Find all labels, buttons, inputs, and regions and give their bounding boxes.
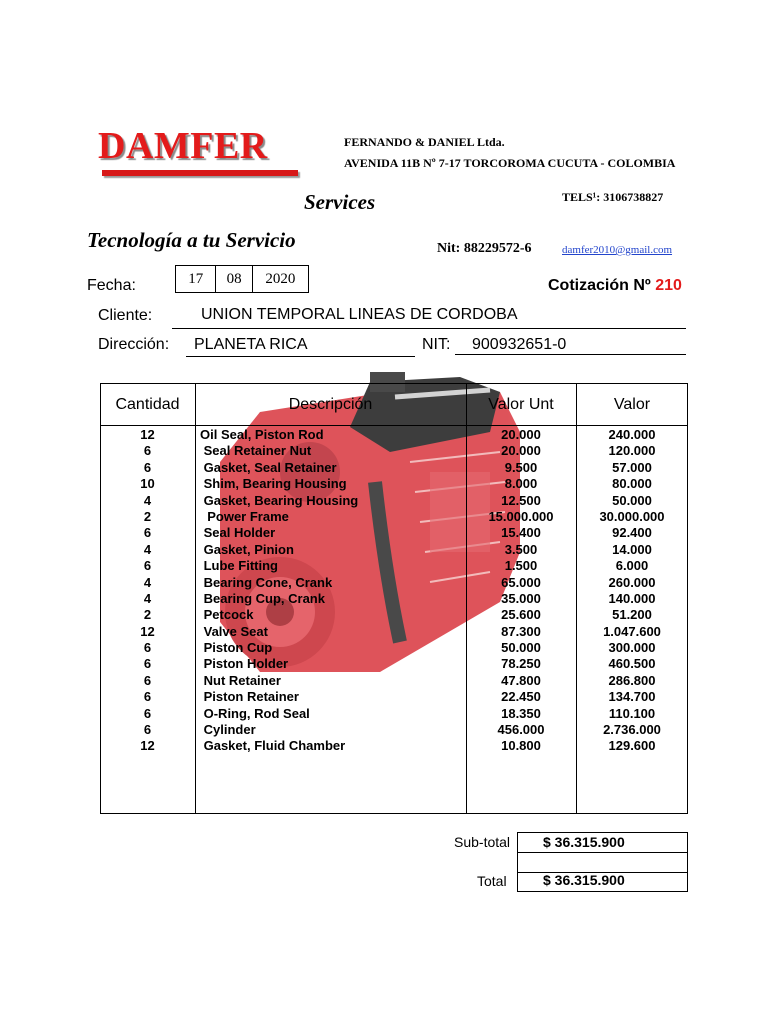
description-cell: Power Frame <box>200 508 289 524</box>
unit-price-cell: 78.250 <box>501 656 541 672</box>
column-header-quantity: Cantidad <box>115 396 180 413</box>
client-value: UNION TEMPORAL LINEAS DE CORDOBA <box>201 306 518 323</box>
value-cell: 140.000 <box>608 590 656 606</box>
unit-price-cell: 50.000 <box>501 640 541 656</box>
client-underline <box>172 328 686 329</box>
value-cell: 1.047.600 <box>603 623 661 639</box>
quantity-cell: 4 <box>143 574 152 590</box>
description-cell: O-Ring, Rod Seal <box>200 705 310 721</box>
quantity-cell: 4 <box>143 541 152 557</box>
table-row <box>100 722 688 738</box>
quantity-cell: 12 <box>140 427 155 442</box>
totals-divider <box>517 852 688 853</box>
description-cell: Gasket, Bearing Housing <box>200 492 359 508</box>
unit-price-cell: 3.500 <box>504 541 538 557</box>
company-address: AVENIDA 11B Nº 7-17 TORCOROMA CUCUTA - COLOMBIA <box>344 156 676 170</box>
date-label: Fecha: <box>87 277 136 294</box>
slogan: Tecnología a tu Servicio <box>87 228 296 252</box>
services-title: Services <box>304 190 376 214</box>
value-cell: 120.000 <box>608 443 656 459</box>
date-year: 2020 <box>265 270 296 287</box>
unit-price-cell: 47.800 <box>501 672 541 688</box>
value-cell: 6.000 <box>615 558 649 574</box>
column-header-unit-price: Valor Unt <box>488 396 554 413</box>
unit-price-cell: 12.500 <box>501 492 541 508</box>
value-cell: 14.000 <box>612 541 652 557</box>
header-divider <box>100 425 688 426</box>
quote-number <box>548 277 682 295</box>
table-row <box>100 738 688 754</box>
quantity-cell: 6 <box>143 640 152 656</box>
table-row <box>100 525 688 541</box>
unit-price-cell: 20.000 <box>501 443 541 459</box>
description-cell: Bearing Cone, Crank <box>200 574 333 590</box>
table-body <box>100 427 688 755</box>
unit-price-cell: 18.350 <box>501 705 541 721</box>
quantity-cell: 6 <box>143 443 152 459</box>
address-value: PLANETA RICA <box>194 336 308 353</box>
description-cell: Seal Holder <box>200 525 276 541</box>
unit-price-cell: 35.000 <box>501 590 541 606</box>
unit-price-cell: 15.000.000 <box>488 508 554 524</box>
table-row <box>100 591 688 607</box>
subtotal-value: $ 36.315.900 <box>543 834 625 850</box>
description-cell: Nut Retainer <box>200 672 281 688</box>
quantity-cell: 4 <box>143 590 152 606</box>
description-cell: Cylinder <box>200 722 256 738</box>
company-logo: DAMFER <box>98 125 268 167</box>
client-nit-value: 900932651-0 <box>472 336 567 353</box>
value-cell: 300.000 <box>608 640 656 656</box>
quantity-cell: 12 <box>140 738 155 754</box>
table-row <box>100 542 688 558</box>
table-row <box>100 673 688 689</box>
description-cell: Valve Seat <box>200 623 268 639</box>
unit-price-cell: 456.000 <box>497 722 545 738</box>
table-row <box>100 656 688 672</box>
value-cell: 110.100 <box>608 705 656 721</box>
unit-price-cell: 10.800 <box>501 738 541 754</box>
unit-price-cell: 1.500 <box>504 558 538 574</box>
table-row <box>100 443 688 459</box>
quantity-cell: 6 <box>143 705 152 721</box>
subtotal-label: Sub-total <box>454 834 511 850</box>
value-cell: 129.600 <box>608 738 656 754</box>
unit-price-cell: 22.450 <box>501 689 541 705</box>
description-cell: Gasket, Seal Retainer <box>200 459 337 475</box>
quantity-cell: 4 <box>143 492 152 508</box>
company-nit: Nit: 88229572-6 <box>437 241 532 256</box>
value-cell: 134.700 <box>608 689 656 705</box>
value-cell: 57.000 <box>612 459 652 475</box>
value-cell: 51.200 <box>612 607 652 623</box>
quantity-cell: 12 <box>140 623 155 639</box>
quote-number-label: Cotización Nº <box>548 277 651 294</box>
value-cell: 2.736.000 <box>603 722 661 738</box>
description-cell: Seal Retainer Nut <box>200 443 312 459</box>
client-label: Cliente: <box>98 307 153 324</box>
address-underline <box>186 356 415 357</box>
value-cell: 92.400 <box>612 525 652 541</box>
company-name: FERNANDO & DANIEL Ltda. <box>344 135 505 149</box>
table-row <box>100 460 688 476</box>
quantity-cell: 6 <box>143 558 152 574</box>
column-header-description: Descripción <box>288 396 373 413</box>
total-value: $ 36.315.900 <box>543 872 625 888</box>
unit-price-cell: 8.000 <box>504 476 538 492</box>
description-cell: Piston Cup <box>200 640 273 656</box>
unit-price-cell: 25.600 <box>501 607 541 623</box>
value-cell: 286.800 <box>608 672 656 688</box>
unit-price-cell: 9.500 <box>504 459 538 475</box>
description-cell: Piston Holder <box>200 656 289 672</box>
quote-number-value: 210 <box>655 277 682 294</box>
table-row <box>100 640 688 656</box>
table-row <box>100 427 688 443</box>
unit-price-cell: 20.000 <box>501 427 541 442</box>
date-month: 08 <box>216 266 252 292</box>
quantity-cell: 6 <box>143 722 152 738</box>
table-row <box>100 575 688 591</box>
email-link[interactable]: damfer2010@gmail.com <box>562 244 673 256</box>
value-cell: 240.000 <box>608 427 656 442</box>
quantity-cell: 6 <box>143 689 152 705</box>
description-cell: Lube Fitting <box>200 558 278 574</box>
description-cell: Shim, Bearing Housing <box>200 476 347 492</box>
quantity-cell: 6 <box>143 459 152 475</box>
phone-number: TELS¹: 3106738827 <box>562 190 664 204</box>
column-header-value: Valor <box>613 396 651 413</box>
unit-price-cell: 87.300 <box>501 623 541 639</box>
quantity-cell: 2 <box>143 607 152 623</box>
description-cell: Piston Retainer <box>200 689 299 705</box>
description-cell: Oil Seal, Piston Rod <box>200 427 324 442</box>
table-row <box>100 509 688 525</box>
table-row <box>100 493 688 509</box>
table-row <box>100 607 688 623</box>
value-cell: 260.000 <box>608 574 656 590</box>
quantity-cell: 6 <box>143 525 152 541</box>
value-cell: 460.500 <box>608 656 656 672</box>
total-label: Total <box>477 873 507 889</box>
logo-underline <box>102 170 298 176</box>
value-cell: 30.000.000 <box>599 508 665 524</box>
date-day: 17 <box>176 266 216 292</box>
table-row <box>100 476 688 492</box>
unit-price-cell: 15.400 <box>501 525 541 541</box>
unit-price-cell: 65.000 <box>501 574 541 590</box>
description-cell: Gasket, Fluid Chamber <box>200 738 346 754</box>
description-cell: Bearing Cup, Crank <box>200 590 325 606</box>
quantity-cell: 10 <box>140 476 155 492</box>
table-row <box>100 689 688 705</box>
value-cell: 80.000 <box>612 476 652 492</box>
description-cell: Petcock <box>200 607 254 623</box>
quantity-cell: 6 <box>143 672 152 688</box>
description-cell: Gasket, Pinion <box>200 541 294 557</box>
value-cell: 50.000 <box>612 492 652 508</box>
address-label: Dirección: <box>98 336 170 353</box>
client-nit-underline <box>455 354 686 355</box>
quantity-cell: 2 <box>143 508 152 524</box>
client-nit-label: NIT: <box>422 336 451 353</box>
date-box <box>175 265 309 293</box>
table-row <box>100 558 688 574</box>
quantity-cell: 6 <box>143 656 152 672</box>
table-row <box>100 706 688 722</box>
table-row <box>100 624 688 640</box>
